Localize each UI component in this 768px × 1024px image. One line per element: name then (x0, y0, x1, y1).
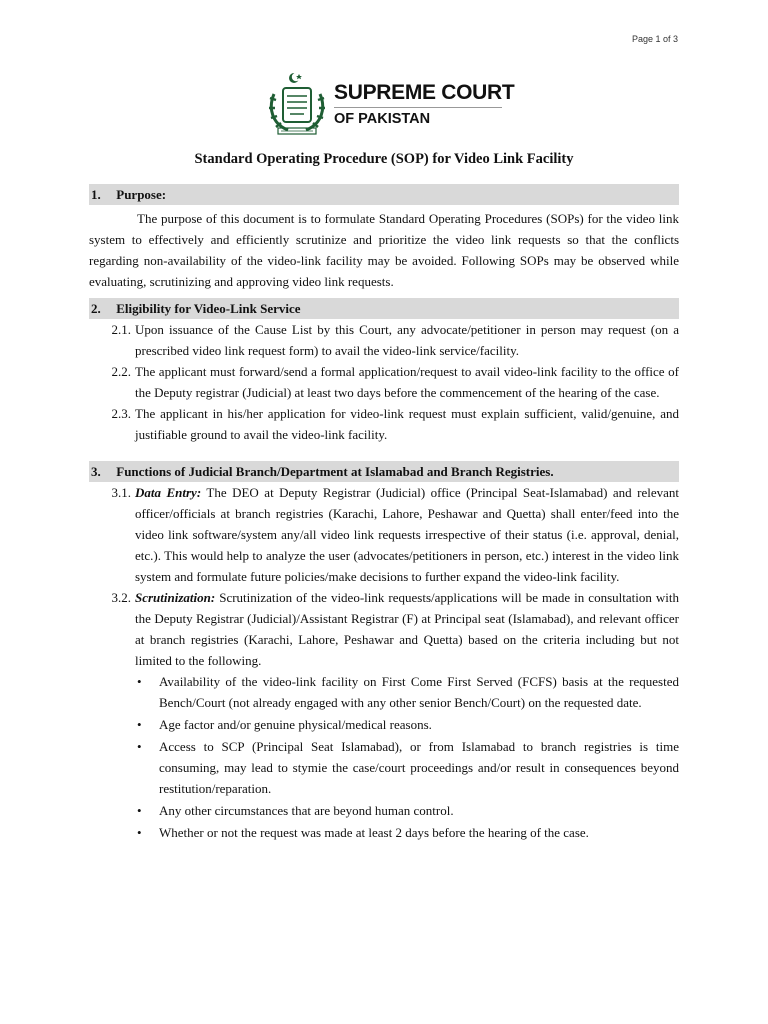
list-item (89, 319, 679, 361)
bullet-icon: • (137, 739, 142, 754)
section-2-number: 2. (91, 301, 101, 316)
item-lead: Data Entry: (135, 485, 202, 500)
list-item (137, 671, 679, 713)
list-item (89, 361, 679, 403)
item-number: 2.2. (111, 364, 131, 379)
bullet-icon: • (137, 803, 142, 818)
bullet-text: Whether or not the request was made at least 2 days before the hearing of the case. (159, 825, 589, 840)
section-1-number: 1. (91, 187, 101, 202)
item-number: 3.2. (111, 590, 131, 605)
item-text: Upon issuance of the Cause List by this Court, any advocate/petitioner in person may request (on a prescribed video link request form) to avail the video-link service/facility. (135, 322, 679, 358)
section-1-heading (89, 184, 679, 205)
item-body: Scrutinization of the video-link requests/applications will be made in consultation with the Deputy Registrar (Judicial)/Assistant Registrar (F) at Principal seat (Islamabad), and relevant officer at branch registries (Karachi, Lahore, Peshawar and Quetta) based on the criteria including but not limited to the following. (135, 590, 679, 668)
bullet-icon: • (137, 717, 142, 732)
criteria-list (89, 671, 679, 843)
item-lead: Scrutinization: (135, 590, 216, 605)
court-name-divider (334, 107, 502, 108)
section-3-title: Functions of Judicial Branch/Department at Islamabad and Branch Registries. (116, 464, 554, 479)
section-3-heading (89, 461, 679, 482)
bullet-text: Any other circumstances that are beyond human control. (159, 803, 454, 818)
list-item (137, 714, 679, 735)
list-item (137, 736, 679, 799)
list-item (89, 403, 679, 445)
item-text (135, 587, 679, 671)
court-name-line1: SUPREME COURT (334, 80, 515, 104)
page-number: Page 1 of 3 (631, 34, 678, 44)
list-item (137, 800, 679, 821)
item-number: 3.1. (111, 485, 131, 500)
bullet-text: Access to SCP (Principal Seat Islamabad), or from Islamabad to branch registries is time consuming, may lead to stymie the case/court proceedings and/or result in consequences beyond restitution/reparation. (159, 739, 679, 796)
bullet-text: Availability of the video-link facility on First Come First Served (FCFS) basis at the requested Bench/Court (not already engaged with any other senior Bench/Court) on the requested date. (159, 674, 679, 710)
item-number: 2.3. (111, 406, 131, 421)
item-text (135, 482, 679, 587)
item-body: The DEO at Deputy Registrar (Judicial) office (Principal Seat-Islamabad) and relevant officer/officials at branch registries (Karachi, Lahore, Peshawar and Quetta) shall enter/feed into the video link software/system any/all video link requests irrespective of their status (i.e. approval, denial, etc.). This would help to analyze the user (advocates/petitioners in person, etc.) interest in the video link system and formulate future policies/make decisions to further expand the video-link facility. (135, 485, 679, 584)
section-2-title: Eligibility for Video-Link Service (116, 301, 301, 316)
section-1-title: Purpose: (116, 187, 167, 202)
bullet-icon: • (137, 674, 142, 689)
document-body (89, 184, 679, 844)
supreme-court-seal-icon (266, 70, 328, 138)
court-logo (266, 70, 514, 138)
item-text: The applicant in his/her application for video-link request must explain sufficient, valid/genuine, and justifiable ground to avail the video-link facility. (135, 406, 679, 442)
purpose-paragraph: The purpose of this document is to formulate Standard Operating Procedures (SOPs) for the video link system to effectively and efficiently scrutinize and prioritize the video link requests so that the conflicts regarding non-availability of the video-link facility may be avoided. Following SOPs may be observed while evaluating, scrutinizing and approving video link requests. (89, 211, 679, 289)
item-text: The applicant must forward/send a formal application/request to avail video-link facility to the office of the Deputy registrar (Judicial) at least two days before the commencement of the hearing of the case. (135, 364, 679, 400)
list-item (89, 587, 679, 671)
list-item (137, 822, 679, 843)
court-name-line2: OF PAKISTAN (334, 110, 431, 127)
section-2-heading (89, 298, 679, 319)
document-title: Standard Operating Procedure (SOP) for Video Link Facility (194, 151, 574, 167)
bullet-text: Age factor and/or genuine physical/medical reasons. (159, 717, 432, 732)
bullet-icon: • (137, 825, 142, 840)
section-3-number: 3. (91, 464, 101, 479)
court-name (334, 81, 514, 128)
list-item (89, 482, 679, 587)
item-number: 2.1. (111, 322, 131, 337)
